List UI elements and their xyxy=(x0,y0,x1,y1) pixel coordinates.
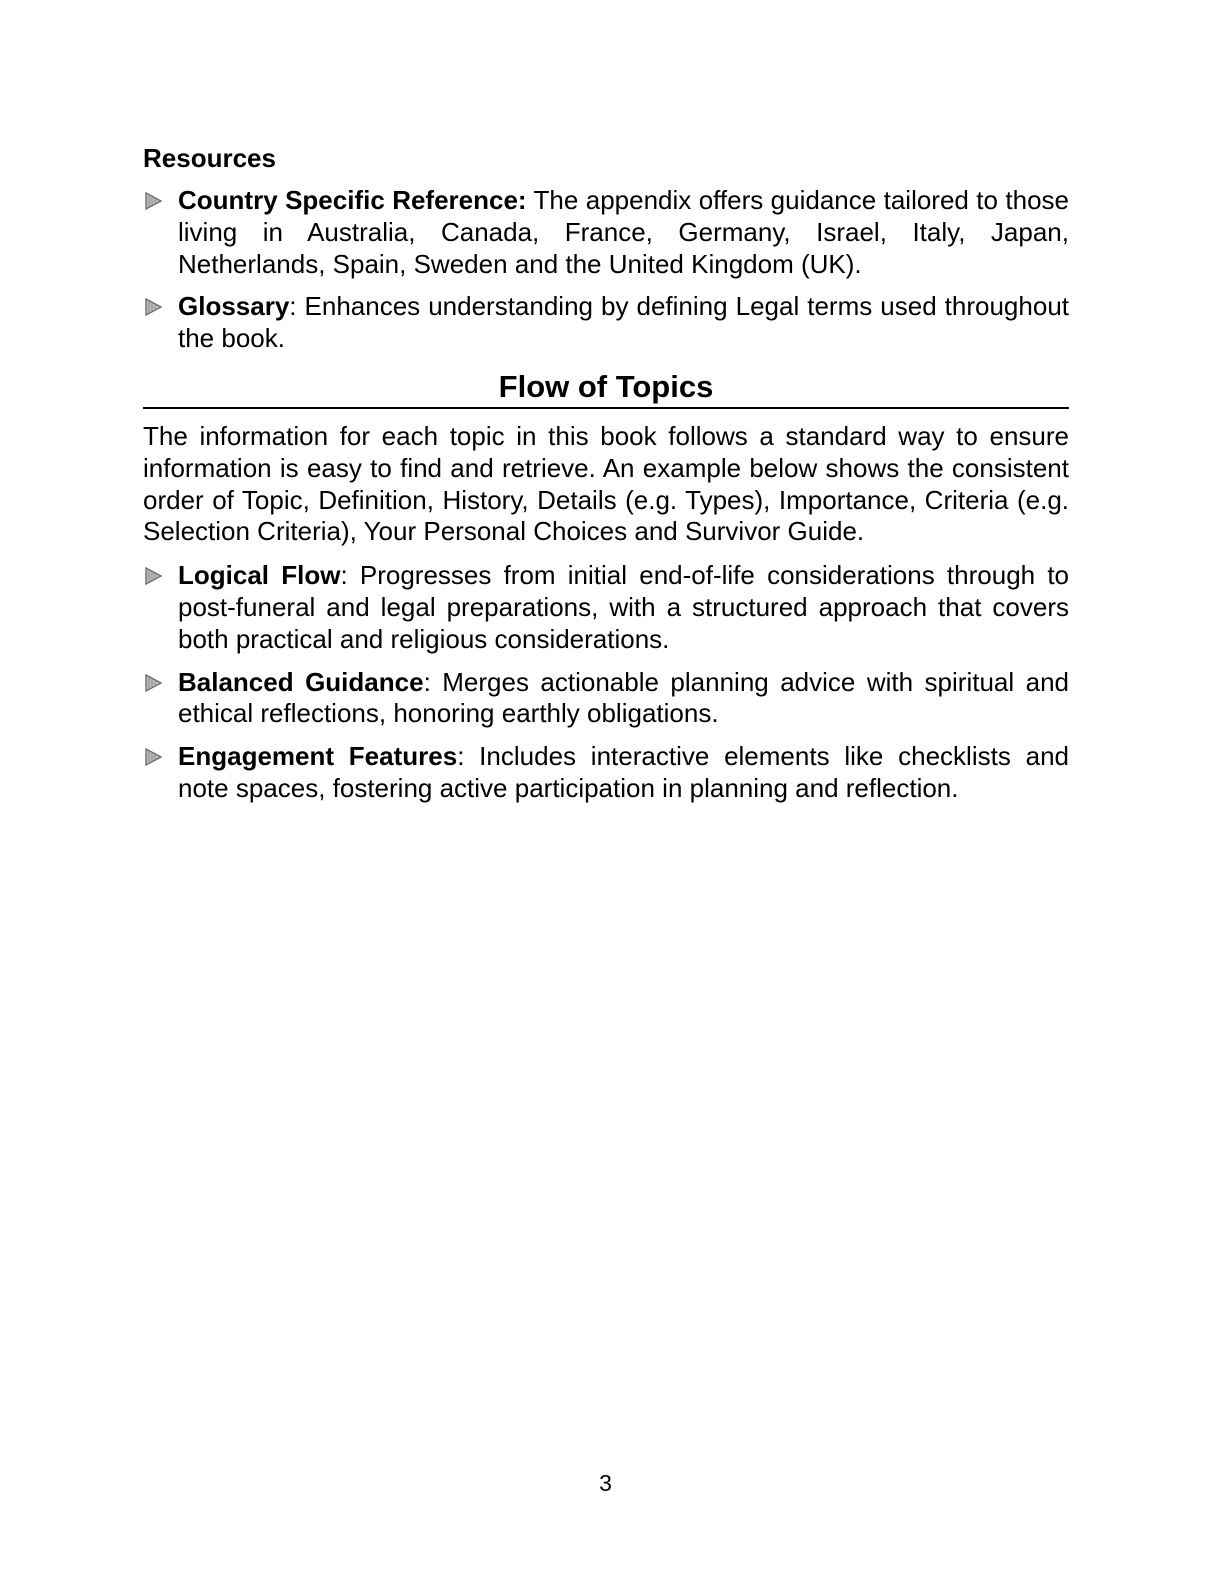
triangle-arrow-icon xyxy=(143,191,163,211)
list-item xyxy=(143,667,1069,731)
section-heading: Flow of Topics xyxy=(143,369,1069,409)
bullet-term: Country Specific Reference: xyxy=(178,185,527,215)
bullet-text: : Enhances understanding by defining Legal terms used throughout the book. xyxy=(178,291,1069,354)
bullet-text: : Merges actionable planning advice with spiritual and ethical reflections, honoring earthly obligations. xyxy=(178,666,1069,729)
page-number: 3 xyxy=(599,1470,612,1496)
bullet-term: Balanced Guidance xyxy=(178,666,424,697)
triangle-arrow-icon xyxy=(143,297,163,317)
bullet-term: Glossary xyxy=(178,291,290,322)
list-item xyxy=(143,185,1069,280)
bullet-text: : Includes interactive elements like checklists and note spaces, fostering active participation in planning and reflection. xyxy=(178,741,1069,803)
resources-list xyxy=(143,185,1069,355)
triangle-arrow-icon xyxy=(143,566,163,586)
list-item xyxy=(143,741,1069,805)
bullet-text: : Progresses from initial end-of-life considerations through to post-funeral and legal preparations, with a structured approach that covers both practical and religious considerations. xyxy=(178,560,1069,654)
resources-label: Resources xyxy=(143,143,276,173)
flow-list xyxy=(143,560,1069,805)
intro-paragraph: The information for each topic in this book follows a standard way to ensure information is easy to find and retrieve. An example below shows the consistent order of Topic, Definition, History, Details (e.g. Types), Importance, Criteria (e.g. Selection Criteria), Your Personal Choices and Survivor Guide. xyxy=(143,420,1069,547)
bullet-term: Engagement Features xyxy=(178,741,458,772)
triangle-arrow-icon xyxy=(143,747,163,767)
list-item xyxy=(143,560,1069,655)
bullet-term: Logical Flow xyxy=(178,560,341,591)
page-content xyxy=(143,141,1069,816)
list-item xyxy=(143,291,1069,355)
bullet-text: The appendix offers guidance tailored to those living in Australia, Canada, France, Germany, Israel, Italy, Japan, Netherlands, Spain, Sweden and the United Kingdom (UK). xyxy=(178,185,1069,279)
triangle-arrow-icon xyxy=(143,673,163,693)
